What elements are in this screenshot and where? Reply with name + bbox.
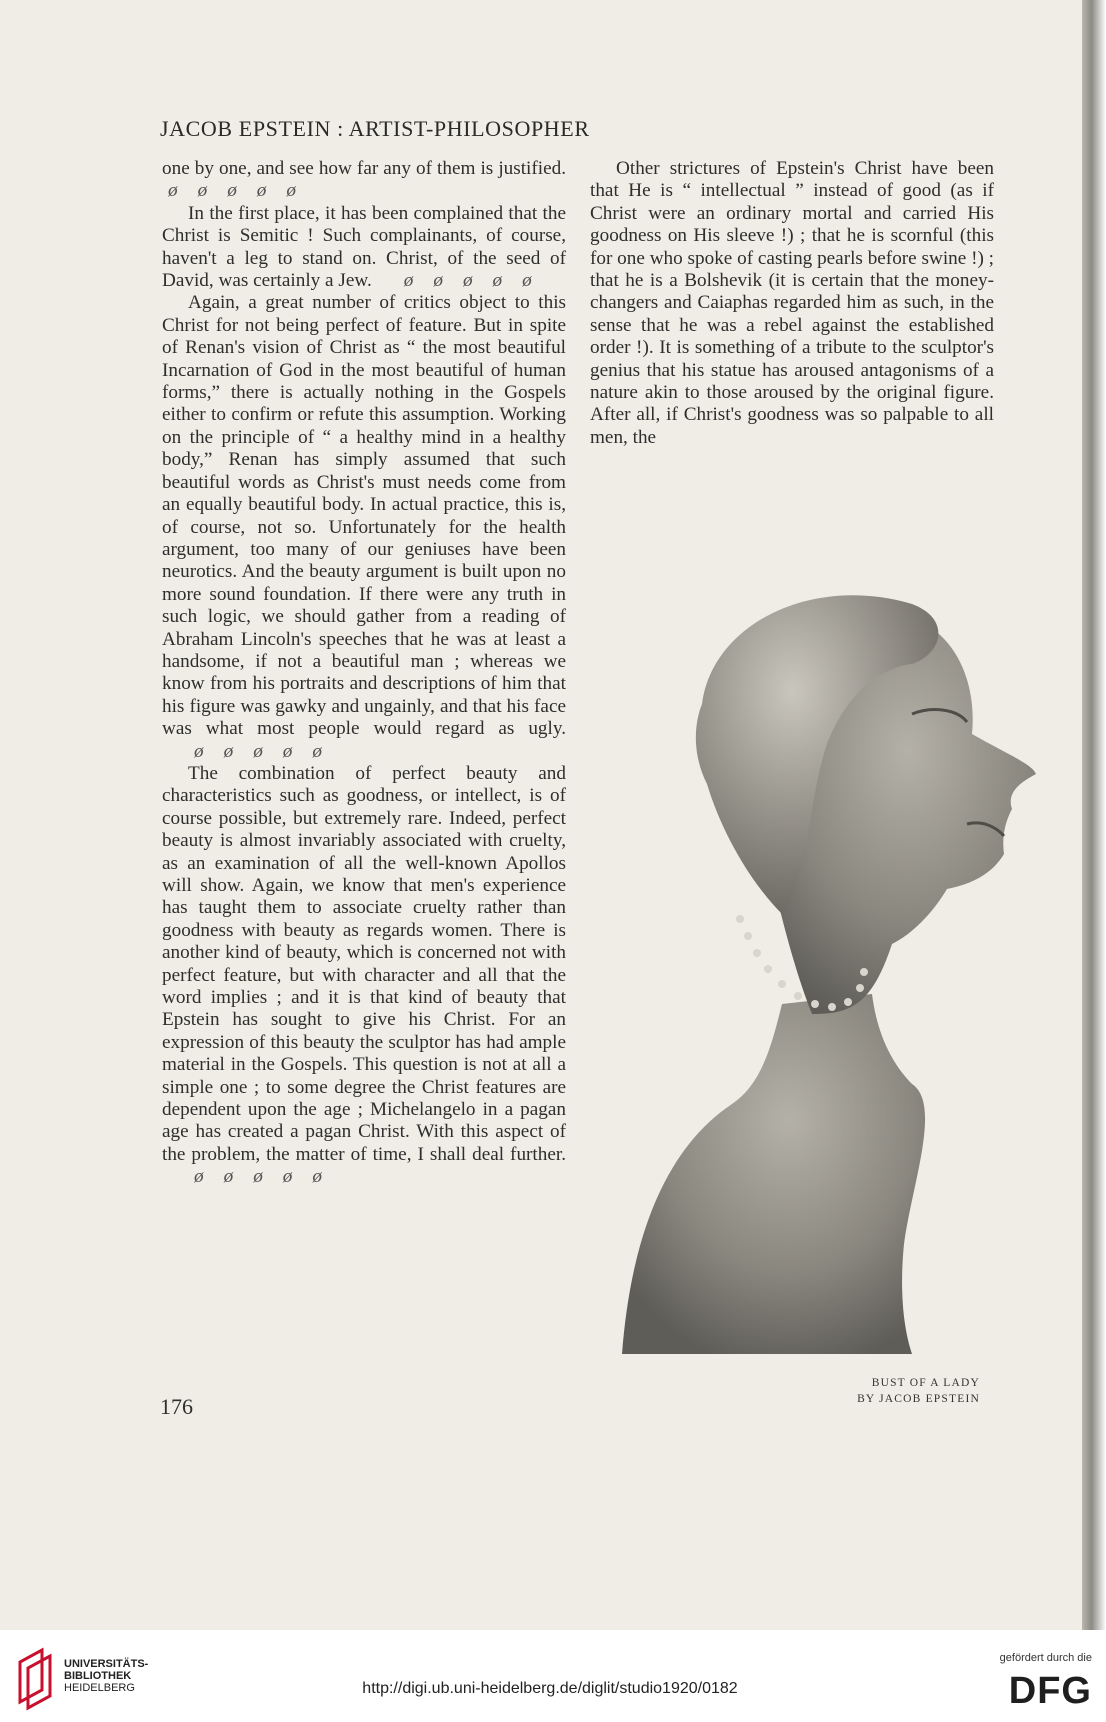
library-name xyxy=(64,1658,148,1694)
dfg-logo: DFG xyxy=(1008,1670,1092,1712)
ornament: øøøøø xyxy=(194,740,342,762)
caption-line: BY JACOB EPSTEIN xyxy=(857,1393,980,1405)
paragraph-text: In the first place, it has been complained that the Christ is Semitic ! Such complainants, of course, haven't a leg to stand on. Christ, of the seed of David, was certainly a Jew. xyxy=(162,202,566,292)
library-name-line: HEIDELBERG xyxy=(64,1682,135,1694)
paragraph xyxy=(162,763,566,1189)
right-text-column xyxy=(590,158,994,449)
university-library-logo-icon xyxy=(12,1642,60,1714)
page-edge xyxy=(1082,0,1106,1630)
library-name-line: UNIVERSITÄTS- xyxy=(64,1658,149,1670)
digitization-footer xyxy=(0,1630,1106,1722)
paragraph-text: The combination of perfect beauty and characteristics such as goodness, or intellect, is of course possible, but extremely rare. Indeed, perfect beauty is almost invariably associated with cruelty, as an examination of all the well-known Apollos will show. Again, we know that men's experience has taught them to associate cruelty rather than goodness with beauty as regards women. There is another kind of beauty, which is concerned not with perfect feature, but with character and all that the word implies ; and it is that kind of beauty that Epstein has sought to give his Christ. For an expression of this beauty the sculptor has had ample material in the Gospels. This question is not at all a simple one ; to some degree the Christ features are dependent upon the age ; Michelangelo in a pagan age has created a pagan Christ. With this aspect of the problem, the matter of time, I shall deal further. xyxy=(162,762,566,1165)
paragraph xyxy=(162,203,566,293)
library-name-line: BIBLIOTHEK xyxy=(64,1670,132,1682)
left-text-column xyxy=(162,158,566,1189)
bust-torso xyxy=(622,994,925,1354)
paragraph xyxy=(162,158,566,203)
bust-photograph xyxy=(612,584,1044,1354)
ornament: øøøøø xyxy=(194,1166,342,1188)
ornament: øøøøø xyxy=(403,270,552,292)
paragraph-text: Again, a great number of critics object to this Christ for not being perfect of feature. But in spite of Renan's vision of Christ as “ the most beautiful Incarnation of God in the most beautiful of human forms,” there is actually nothing in the Gospels either to confirm or refute this assumption. Working on the principle of “ a healthy mind in a healthy body,” Renan has simply assumed that such beautiful words as Christ's must needs come from an equally beautiful body. In actual practice, this is, of course, not so. Unfortunately for the health argument, too many of our geniuses have been neurotics. And the beauty argument is built upon no more sound foundation. If there were any truth in such logic, we should gather from a reading of Abraham Lincoln's speeches that he was at least a handsome, if not a beautiful man ; whereas we know from his portraits and descriptions of him that his figure was gawky and ungainly, and that his face was what most people would regard as ugly. xyxy=(162,292,566,740)
funding-note: gefördert durch die xyxy=(999,1652,1092,1664)
caption-line: BUST OF A LADY xyxy=(871,1377,980,1389)
permalink-url[interactable]: http://digi.ub.uni-heidelberg.de/diglit/studio1920/0182 xyxy=(362,1680,738,1697)
paragraph-text: one by one, and see how far any of them is justified. xyxy=(162,158,566,179)
figure-caption xyxy=(800,1375,980,1407)
paragraph xyxy=(162,292,566,763)
page-number: 176 xyxy=(160,1394,193,1419)
running-head: JACOB EPSTEIN : ARTIST-PHILOSOPHER xyxy=(160,116,590,141)
paragraph: Other strictures of Epstein's Christ have been that He is “ intellectual ” instead of good (as if Christ were an ordinary mortal and carried His goodness on His sleeve !) ; that he is scornful (this for one who spoke of casting pearls before swine !) ; that he is a Bolshevik (it is certain that the money-changers and Caiaphas regarded him as such, in the sense that he was a rebel against the established order !). It is something of a tribute to the sculptor's genius that his statue has aroused antagonisms of a nature akin to those aroused by the original figure. After all, if Christ's goodness was so palpable to all men, the xyxy=(590,158,994,448)
ornament: øøøøø xyxy=(168,180,316,202)
